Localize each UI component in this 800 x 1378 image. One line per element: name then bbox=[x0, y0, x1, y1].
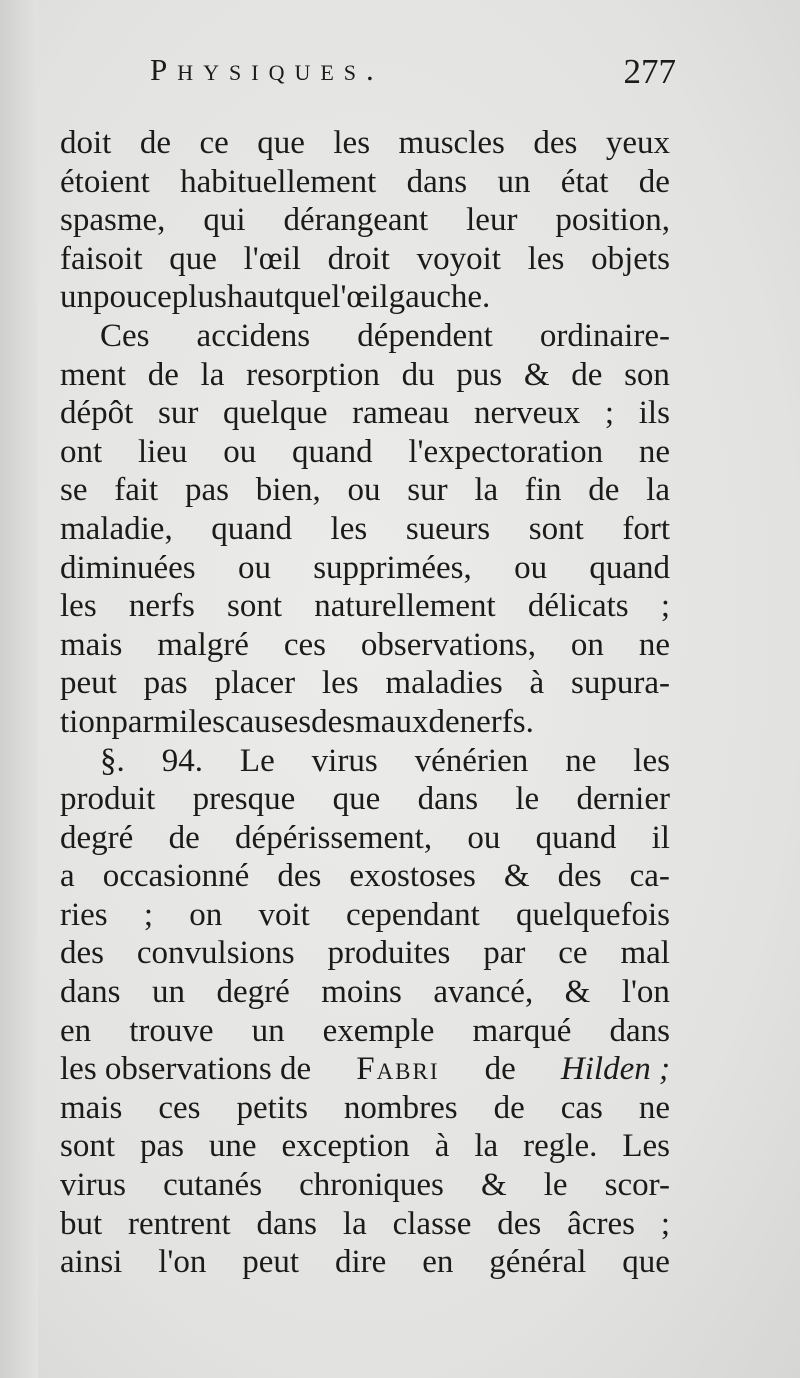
word: regle. bbox=[523, 1128, 598, 1165]
word: de bbox=[571, 356, 603, 393]
word: dérangeant bbox=[283, 202, 429, 239]
word: virus bbox=[60, 1167, 126, 1204]
word: on bbox=[189, 896, 223, 933]
text-line bbox=[60, 1243, 670, 1282]
word: l'on bbox=[158, 1244, 207, 1281]
word: & bbox=[564, 974, 591, 1011]
word: mais bbox=[60, 1089, 123, 1126]
word: pouce bbox=[93, 279, 172, 316]
word: ; bbox=[660, 588, 670, 625]
text-line bbox=[60, 549, 670, 588]
word: nombres bbox=[343, 1089, 458, 1126]
word: de bbox=[147, 356, 179, 393]
word: que bbox=[169, 240, 217, 277]
text-line bbox=[60, 857, 670, 896]
text-line bbox=[60, 240, 670, 279]
word: accidens bbox=[196, 317, 311, 354]
word: le bbox=[543, 1167, 568, 1204]
word: dans bbox=[60, 974, 121, 1011]
word: classe bbox=[392, 1205, 472, 1242]
word: ; bbox=[143, 896, 154, 933]
word: de bbox=[588, 472, 620, 509]
word: dernier bbox=[576, 781, 670, 818]
word: de bbox=[428, 703, 460, 740]
word: la bbox=[474, 1128, 499, 1165]
word: cas bbox=[560, 1089, 603, 1126]
word: avancé, bbox=[433, 974, 534, 1011]
text-line bbox=[60, 124, 670, 163]
word: resorption bbox=[246, 356, 380, 393]
word: ce bbox=[199, 125, 229, 161]
word: ordinaire- bbox=[539, 317, 670, 354]
word: les bbox=[60, 588, 97, 625]
word: son bbox=[624, 356, 670, 393]
word: haut bbox=[226, 279, 284, 316]
text-line bbox=[60, 587, 670, 626]
word: marqué bbox=[472, 1012, 572, 1049]
citation-lead: les observations de bbox=[60, 1051, 312, 1088]
word: ne bbox=[638, 1089, 670, 1126]
word: à bbox=[529, 665, 545, 702]
word: produites bbox=[327, 935, 451, 972]
word: dans bbox=[417, 781, 479, 818]
word: & bbox=[523, 356, 550, 393]
word: de bbox=[168, 819, 200, 856]
word: ment bbox=[60, 356, 126, 393]
word: mais bbox=[60, 626, 123, 663]
word: étoient bbox=[60, 163, 150, 200]
word: quelque bbox=[223, 395, 328, 432]
word: ne bbox=[638, 626, 670, 663]
word: peut bbox=[60, 665, 117, 702]
word: les bbox=[527, 240, 565, 277]
word: fait bbox=[114, 472, 159, 509]
word: des bbox=[497, 1205, 542, 1242]
word: habituellement bbox=[180, 163, 377, 200]
word: pas bbox=[139, 1128, 184, 1165]
word: plus bbox=[171, 279, 227, 316]
word: de bbox=[638, 163, 670, 200]
word: gauche. bbox=[388, 279, 491, 316]
word: droit bbox=[327, 240, 390, 277]
word: §. bbox=[100, 742, 125, 779]
word: ont bbox=[60, 433, 103, 470]
text-line bbox=[60, 471, 670, 510]
word: exception bbox=[281, 1128, 410, 1165]
word: voit bbox=[258, 896, 310, 933]
word: des bbox=[557, 858, 602, 895]
word: que bbox=[257, 125, 305, 161]
word: doit bbox=[60, 125, 112, 161]
word: l'on bbox=[621, 974, 670, 1011]
word: sur bbox=[158, 395, 199, 432]
word: fort bbox=[622, 510, 670, 547]
word: vénérien bbox=[414, 742, 529, 779]
text-line bbox=[60, 703, 670, 742]
word: dépendent bbox=[357, 317, 493, 354]
word: degré bbox=[216, 974, 290, 1011]
text-line bbox=[60, 973, 670, 1012]
word: observations, bbox=[360, 626, 536, 663]
text-line bbox=[60, 394, 670, 433]
word: cependant bbox=[346, 896, 480, 933]
word: sont bbox=[528, 510, 584, 547]
word: position, bbox=[555, 202, 670, 239]
word: ils bbox=[638, 395, 670, 432]
word: Le bbox=[239, 742, 275, 779]
word: pas bbox=[184, 472, 229, 509]
word: des bbox=[277, 858, 322, 895]
text-line bbox=[60, 1205, 670, 1244]
word: quand bbox=[589, 549, 670, 586]
word: les bbox=[188, 703, 225, 740]
text-line bbox=[60, 1012, 670, 1051]
word: un bbox=[251, 1012, 285, 1049]
word: cutanés bbox=[163, 1167, 263, 1204]
word: virus bbox=[311, 742, 378, 779]
word: ou bbox=[467, 819, 501, 856]
word: ne bbox=[638, 433, 670, 470]
page-number: 277 bbox=[623, 52, 676, 91]
word: degré bbox=[60, 819, 134, 856]
word: ou bbox=[237, 549, 271, 586]
author-name: Fabri bbox=[356, 1051, 440, 1088]
word: nerfs bbox=[128, 588, 195, 625]
word: rameau bbox=[352, 395, 450, 432]
word: on bbox=[570, 626, 604, 663]
paragraph-start-line bbox=[60, 317, 670, 356]
word: bien, bbox=[255, 472, 321, 509]
word: maladie, bbox=[60, 510, 173, 547]
word: des bbox=[60, 935, 104, 972]
word: ainsi bbox=[60, 1244, 123, 1281]
word: petits bbox=[236, 1089, 308, 1126]
word: chroniques bbox=[299, 1167, 444, 1204]
word: des bbox=[533, 125, 578, 161]
word: un bbox=[60, 279, 93, 316]
word: sont bbox=[227, 588, 283, 625]
word: ou bbox=[347, 472, 381, 509]
word: nerveux bbox=[473, 395, 581, 432]
word: dans bbox=[609, 1012, 670, 1049]
word: ne bbox=[565, 742, 597, 779]
word: sur bbox=[407, 472, 448, 509]
author-place: Hilden ; bbox=[560, 1051, 670, 1088]
word: ce bbox=[558, 935, 588, 972]
text-line bbox=[60, 934, 670, 973]
word: une bbox=[208, 1128, 257, 1165]
word: général bbox=[489, 1244, 587, 1281]
word: état bbox=[560, 163, 609, 200]
word: du bbox=[401, 356, 435, 393]
word: dépérissement, bbox=[235, 819, 433, 856]
body-text bbox=[60, 124, 670, 1282]
word: diminuées bbox=[60, 549, 196, 586]
word: 94. bbox=[161, 742, 203, 779]
word: quand bbox=[291, 433, 373, 470]
word: la bbox=[474, 472, 499, 509]
word: par bbox=[483, 935, 526, 972]
word: à bbox=[434, 1128, 450, 1165]
word: les bbox=[633, 742, 670, 779]
word: presque bbox=[192, 781, 296, 818]
running-head: Physiques. bbox=[150, 52, 384, 87]
word: yeux bbox=[605, 125, 670, 161]
word: exemple bbox=[322, 1012, 435, 1049]
word: supprimées, bbox=[313, 549, 472, 586]
word: maladies bbox=[385, 665, 503, 702]
word: tion bbox=[60, 703, 112, 740]
word: ou bbox=[514, 549, 548, 586]
word: les bbox=[321, 665, 359, 702]
word: en bbox=[422, 1244, 454, 1281]
text-line bbox=[60, 356, 670, 395]
word: dans bbox=[256, 1205, 318, 1242]
word: exostoses bbox=[349, 858, 476, 895]
text-line bbox=[60, 510, 670, 549]
word: objets bbox=[591, 240, 670, 277]
word: âcres bbox=[567, 1205, 635, 1242]
word: ces bbox=[158, 1089, 201, 1126]
word: se bbox=[60, 472, 88, 509]
word: la bbox=[646, 472, 670, 509]
text-line bbox=[60, 664, 670, 703]
word: fin bbox=[524, 472, 562, 509]
word: scor- bbox=[604, 1167, 670, 1204]
word: occasionné bbox=[102, 858, 250, 895]
word: de bbox=[493, 1089, 525, 1126]
word: des bbox=[311, 703, 356, 740]
word: l'expectoration bbox=[408, 433, 604, 470]
page-header bbox=[150, 52, 676, 102]
text-line bbox=[60, 896, 670, 935]
word: en bbox=[60, 1012, 92, 1049]
word: a bbox=[60, 858, 75, 895]
word: dépôt bbox=[60, 395, 134, 432]
word: causes bbox=[225, 703, 312, 740]
word: un bbox=[151, 974, 185, 1011]
word: que bbox=[622, 1244, 670, 1281]
word: quand bbox=[211, 510, 292, 547]
word: but bbox=[60, 1205, 103, 1242]
word: dire bbox=[335, 1244, 387, 1281]
text-line bbox=[60, 626, 670, 665]
word: & bbox=[503, 858, 530, 895]
word: rentrent bbox=[128, 1205, 231, 1242]
text-line bbox=[60, 163, 670, 202]
text-line bbox=[60, 433, 670, 472]
section-94-start-line bbox=[60, 742, 670, 781]
word: ca- bbox=[629, 858, 670, 895]
word: moins bbox=[321, 974, 402, 1011]
word: voyoit bbox=[416, 240, 501, 277]
word: pas bbox=[143, 665, 188, 702]
word: placer bbox=[214, 665, 296, 702]
gutter-shadow bbox=[0, 0, 38, 1378]
word: il bbox=[651, 819, 670, 856]
word: ries bbox=[60, 896, 108, 933]
word: trouve bbox=[129, 1012, 214, 1049]
word: sont bbox=[60, 1128, 116, 1165]
word: parmi bbox=[111, 703, 189, 740]
text-line bbox=[60, 1127, 670, 1166]
word: Les bbox=[622, 1128, 670, 1165]
word: maux bbox=[355, 703, 429, 740]
word: quand bbox=[535, 819, 617, 856]
word: peut bbox=[242, 1244, 300, 1281]
word: naturellement bbox=[314, 588, 496, 625]
word: leur bbox=[466, 202, 518, 239]
word: dans bbox=[406, 163, 468, 200]
word: spasme, bbox=[60, 202, 166, 239]
word: lieu bbox=[137, 433, 188, 470]
word: que bbox=[283, 279, 332, 316]
word: mal bbox=[620, 935, 670, 972]
text-line bbox=[60, 780, 670, 819]
text-line bbox=[60, 819, 670, 858]
word: Ces bbox=[100, 317, 150, 354]
word: faisoit bbox=[60, 240, 143, 277]
word: les bbox=[333, 125, 371, 161]
text-line bbox=[60, 201, 670, 240]
word: muscles bbox=[398, 125, 505, 161]
word: ou bbox=[223, 433, 257, 470]
word: ces bbox=[283, 626, 326, 663]
word: convulsions bbox=[136, 935, 295, 972]
text-line bbox=[60, 278, 670, 317]
citation-de: de bbox=[484, 1051, 516, 1088]
word: malgré bbox=[157, 626, 249, 663]
text-line-citation bbox=[60, 1050, 670, 1089]
word: la bbox=[200, 356, 225, 393]
word: que bbox=[332, 781, 381, 818]
word: ; bbox=[660, 1205, 670, 1242]
word: la bbox=[342, 1205, 367, 1242]
text-line bbox=[60, 1089, 670, 1128]
word: l'œil bbox=[243, 240, 301, 277]
word: de bbox=[139, 125, 171, 161]
word: pus bbox=[456, 356, 503, 393]
word: produit bbox=[60, 781, 156, 818]
word: les bbox=[330, 510, 368, 547]
word: sueurs bbox=[405, 510, 491, 547]
word: supura- bbox=[571, 665, 670, 702]
text-line bbox=[60, 1166, 670, 1205]
word: l'œil bbox=[331, 279, 389, 316]
word: qui bbox=[203, 202, 246, 239]
word: délicats bbox=[527, 588, 629, 625]
word: quelquefois bbox=[516, 896, 670, 933]
word: & bbox=[480, 1167, 507, 1204]
word: ; bbox=[604, 395, 615, 432]
word: un bbox=[497, 163, 531, 200]
word: nerfs. bbox=[459, 703, 534, 740]
word: le bbox=[515, 781, 540, 818]
